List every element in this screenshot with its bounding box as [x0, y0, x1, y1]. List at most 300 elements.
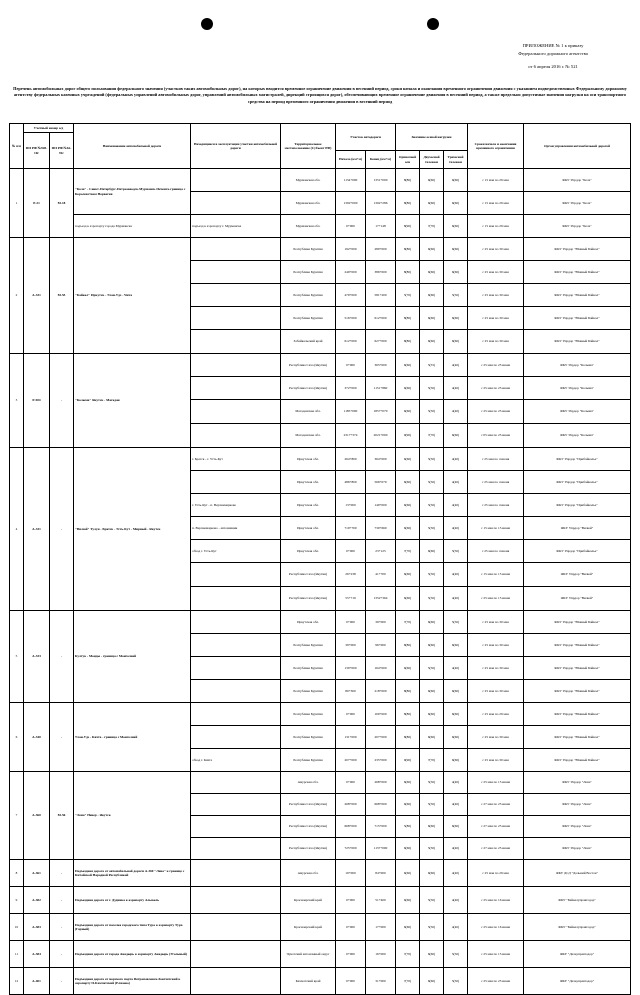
cell-road-name: Подъездная дорога от г. Дудинка к аэропорту Алыкель [74, 887, 191, 914]
cell-double-axle: 5(50) [420, 772, 444, 794]
cell-region: Республика Бурятия [281, 307, 336, 330]
cell-triple-axle: 6(60) [444, 816, 468, 838]
cell-triple-axle: 6(60) [444, 749, 468, 772]
cell-located-section [191, 634, 281, 657]
cell-organization: ФКУ Упрдор "Колыма" [524, 377, 631, 400]
cell-single-axle: 7(70) [396, 540, 420, 563]
cell-number: 9 [10, 887, 24, 914]
cell-dates: с 25 мая по 4 июня [468, 471, 524, 494]
cell-located-section [191, 703, 281, 726]
cell-double-axle: 6(60) [420, 284, 444, 307]
cell-triple-axle: 6(60) [444, 307, 468, 330]
cell-road-name: "Вилюй" Тулун - Братск - Усть-Кут - Мирный - Якутск [74, 448, 191, 611]
cell-region: Мурманская обл. [281, 192, 336, 215]
cell-double-axle: 6(60) [420, 611, 444, 634]
cell-road-name: "Лена" Невер - Якутск [74, 772, 191, 860]
cell-region: Иркутская обл. [281, 494, 336, 517]
cell-dates: с 25 мая по 30 мая [468, 238, 524, 261]
cell-start-km: 0+000 [336, 540, 366, 563]
cell-located-section: подъезд к аэропорту г. Мурманска [191, 215, 281, 238]
cell-start-km: 0+000 [336, 215, 366, 238]
cell-organization: ФКУ Упрдор "Южный Байкал" [524, 703, 631, 726]
cell-single-axle: 5(70) [396, 284, 420, 307]
cell-number: 6 [10, 703, 24, 772]
cell-dates: с 25 мая по 15 июня [468, 772, 524, 794]
cell-end-km: 207+000 [366, 726, 396, 749]
cell-dates: с 25 мая по 30 мая [468, 726, 524, 749]
cell-located-section: обход г. Усть-Кут [191, 540, 281, 563]
cell-end-km: 1137+000 [366, 838, 396, 860]
cell-start-km: 0+000 [336, 611, 366, 634]
cell-triple-axle: 5(50) [444, 941, 468, 968]
cell-single-axle: 6(60) [396, 354, 420, 377]
cell-located-section [191, 424, 281, 448]
cell-region: Республика Саха (Якутия) [281, 587, 336, 611]
cell-double-axle: 5(50) [420, 657, 444, 680]
cell-region: Иркутская обл. [281, 448, 336, 471]
cell-account-928: А-382 [24, 887, 50, 914]
cell-located-section [191, 914, 281, 941]
cell-triple-axle: 4(40) [444, 860, 468, 887]
cell-end-km: 1351+000 [366, 169, 396, 192]
cell-dates: с 15 мая по 29 мая [468, 192, 524, 215]
cell-account-928: А-383 [24, 914, 50, 941]
cell-single-axle: 6(60) [396, 794, 420, 816]
cell-single-axle: 5(80) [396, 816, 420, 838]
cell-double-axle: 5(50) [420, 494, 444, 517]
cell-triple-axle: 6(60) [444, 192, 468, 215]
cell-start-km: 249+000 [336, 261, 366, 284]
cell-region: Красноярский край [281, 887, 336, 914]
cell-region: Республика Саха (Якутия) [281, 838, 336, 860]
cell-number: 3 [10, 354, 24, 448]
cell-road-name: Подъездная дорога от морского порта Петропавловск-Камчатский к аэропорту П-Камчатский (Елизово) [74, 968, 191, 995]
header-section: Участок автодороги [336, 124, 396, 151]
cell-end-km: 84+000 [366, 860, 396, 887]
cell-triple-axle: 4(40) [444, 887, 468, 914]
cell-dates: с 25 мая по 30 мая [468, 749, 524, 772]
cell-dates: с 25 мая по 4 июня [468, 540, 524, 563]
cell-account-62: - [50, 860, 74, 887]
cell-dates: с 25 мая по 30 мая [468, 657, 524, 680]
header-pp62: ПП РФ №62-91г [50, 133, 74, 169]
cell-end-km: 235+000 [366, 749, 396, 772]
cell-triple-axle: 6(60) [444, 169, 468, 192]
cell-double-axle: 5(50) [420, 587, 444, 611]
cell-double-axle: 6(60) [420, 169, 444, 192]
cell-triple-axle: 4(40) [444, 400, 468, 424]
cell-end-km: 566+070 [366, 471, 396, 494]
cell-triple-axle: 5(50) [444, 611, 468, 634]
cell-road-name: Подъездная дорога от автомобильной дороги А-360 "Лена" к границе с Китайской Народной Республикой [74, 860, 191, 887]
cell-number: 1 [10, 169, 24, 238]
cell-double-axle: 5(50) [420, 471, 444, 494]
cell-account-62: - [50, 887, 74, 914]
cell-end-km: 1392+286 [366, 192, 396, 215]
table-row [10, 354, 631, 377]
cell-account-62: - [50, 448, 74, 611]
cell-region: Красноярский край [281, 914, 336, 941]
table-row [10, 611, 631, 634]
cell-organization: ФКУ "Байкалуправтодор" [524, 914, 631, 941]
cell-region: Республика Бурятия [281, 261, 336, 284]
table-row [10, 703, 631, 726]
cell-double-axle: 5(55) [420, 354, 444, 377]
cell-double-axle: 6(60) [420, 680, 444, 703]
cell-triple-axle: 4(40) [444, 914, 468, 941]
cell-single-axle: 8(80) [396, 307, 420, 330]
cell-organization: ФКУ Упрдор "Южный Байкал" [524, 330, 631, 354]
cell-start-km: 0+000 [336, 354, 366, 377]
cell-start-km: 0+000 [336, 887, 366, 914]
cell-triple-axle: 4(40) [444, 838, 468, 860]
cell-start-km: 19+000 [336, 860, 366, 887]
cell-dates: с 25 мая по 25 июня [468, 354, 524, 377]
cell-dates: с 25 мая по 30 мая [468, 307, 524, 330]
cell-double-axle: 5(50) [420, 794, 444, 816]
cell-region: Республика Бурятия [281, 680, 336, 703]
cell-located-section [191, 238, 281, 261]
cell-organization: ФКУ Упрдор "Лена" [524, 838, 631, 860]
document-title: Перечень автомобильных дорог общего пользования федерального значения (участков таких автомобильных дорог), на которых вводится временное ограничение движения в весенний период, сроки начала и окончания временного ограничения движения с указанием подведомственных Федеральному дорожному агентству федеральных казенных учреждений (федеральных управлений автомобильных дорог, управлений автомобильных магистралей, дирекций строящихся дорог), обеспечивающих временное ограничение движения в весенний период, а также предельно допустимые значения нагрузки на оси транспортного средства на период временного ограничения движения в весенний период [13, 86, 627, 104]
cell-end-km: 149+000 [366, 494, 396, 517]
cell-triple-axle: 4(40) [444, 471, 468, 494]
cell-start-km: 264+800 [336, 448, 366, 471]
cell-located-section [191, 192, 281, 215]
cell-organization: ФКУ Упрдор "Кола" [524, 215, 631, 238]
cell-dates: с 25 мая по 30 мая [468, 634, 524, 657]
cell-dates: с 25 мая по 15 июня [468, 587, 524, 611]
cell-triple-axle: 6(60) [444, 634, 468, 657]
cell-start-km: 668+000 [336, 816, 366, 838]
cell-single-axle: 8(80) [396, 634, 420, 657]
cell-single-axle: 6(60) [396, 448, 420, 471]
cell-end-km: 2021+000 [366, 424, 396, 448]
cell-end-km: 1151+860 [366, 377, 396, 400]
table-row [10, 169, 631, 192]
header-double-axle: Двухосной тележки [420, 151, 444, 169]
cell-end-km: 612+000 [366, 307, 396, 330]
cell-start-km: 131+000 [336, 726, 366, 749]
cell-organization: ФКУ Упрдор "Прибайкалье" [524, 471, 631, 494]
cell-road-name: Култук - Монды - граница с Монголией [74, 611, 191, 703]
cell-start-km: 719+700 [336, 517, 366, 540]
cell-region: Амурская обл. [281, 860, 336, 887]
cell-triple-axle: 4(40) [444, 794, 468, 816]
cell-located-section [191, 726, 281, 749]
cell-single-axle: 8(80) [396, 680, 420, 703]
cell-located-section [191, 284, 281, 307]
table-row [10, 914, 631, 941]
header-pp928: ПП РФ №928-10г [24, 133, 50, 169]
cell-double-axle: 5(50) [420, 448, 444, 471]
cell-located-section [191, 941, 281, 968]
cell-located-section [191, 860, 281, 887]
cell-organization: ФКУ Упрдор "Вилюй" [524, 563, 631, 587]
cell-double-axle: 5(50) [420, 517, 444, 540]
table-row [10, 860, 631, 887]
cell-account-928: А-331 [24, 448, 50, 611]
cell-end-km: 16+000 [366, 941, 396, 968]
cell-located-section [191, 816, 281, 838]
cell-organization: ФКУ Упрдор "Южный Байкал" [524, 657, 631, 680]
cell-single-axle: 7(70) [396, 941, 420, 968]
cell-single-axle: 6(60) [396, 838, 420, 860]
cell-dates: с 15 мая по 29 мая [468, 215, 524, 238]
cell-start-km: 39+000 [336, 634, 366, 657]
cell-region: Республика Бурятия [281, 634, 336, 657]
cell-end-km: 365+000 [366, 354, 396, 377]
cell-located-section [191, 563, 281, 587]
attachment-line-3: от 6 апреля 2016 г. № 521 [528, 64, 578, 69]
cell-road-name: Подъездная дорога от поселка городского типа Тура к аэропорту Тура (Горный) [74, 914, 191, 941]
cell-start-km: 0+000 [336, 914, 366, 941]
cell-end-km: 1857+070 [366, 400, 396, 424]
cell-organization: ФКУ Упрдор "Колыма" [524, 354, 631, 377]
cell-single-axle: 6(60) [396, 914, 420, 941]
cell-start-km: 130+000 [336, 657, 366, 680]
cell-dates: с 25 мая по 29 мая [468, 703, 524, 726]
cell-triple-axle: 6(60) [444, 424, 468, 448]
roads-table-body [10, 169, 631, 995]
cell-end-km: 51+400 [366, 887, 396, 914]
cell-single-axle: 8(80) [396, 330, 420, 354]
cell-start-km: 486+800 [336, 471, 366, 494]
header-located: Находящиеся в эксплуатации участки автомобильной дороги [191, 124, 281, 169]
cell-number: 4 [10, 448, 24, 611]
cell-dates: с 05 мая по 25 июня [468, 424, 524, 448]
cell-single-axle: 8(80) [396, 703, 420, 726]
cell-region: Камчатский край [281, 968, 336, 995]
roads-table [9, 123, 631, 995]
cell-organization: ФКУ Упрдор "Лена" [524, 816, 631, 838]
cell-dates: с 25 мая по 30 мая [468, 611, 524, 634]
cell-organization: ФКУ Упрдор "Южный Байкал" [524, 634, 631, 657]
cell-triple-axle: 4(40) [444, 772, 468, 794]
cell-account-62: - [50, 703, 74, 772]
cell-end-km: 627+000 [366, 330, 396, 354]
cell-account-928: А-401 [24, 968, 50, 995]
cell-single-axle: 9(90) [396, 749, 420, 772]
cell-end-km: 386+000 [366, 261, 396, 284]
cell-road-name: Улан-Удэ - Кяхта - граница с Монголией [74, 703, 191, 772]
cell-double-axle: 5(50) [420, 400, 444, 424]
cell-dates: с 25 мая по 4 июня [468, 448, 524, 471]
cell-region: Республика Саха (Якутия) [281, 377, 336, 400]
cell-end-km: 31+000 [366, 968, 396, 995]
cell-dates: с 27 мая по 25 июня [468, 816, 524, 838]
cell-number: 10 [10, 914, 24, 941]
cell-double-axle: 6(60) [420, 703, 444, 726]
cell-organization: ФКУ Упрдор "Южный Байкал" [524, 726, 631, 749]
cell-road-name: "Колыма" Якутск - Магадан [74, 354, 191, 448]
cell-region: Республика Саха (Якутия) [281, 794, 336, 816]
cell-region: Чукотский автономный округ [281, 941, 336, 968]
cell-double-axle: 6(60) [420, 726, 444, 749]
cell-start-km: 612+000 [336, 330, 366, 354]
cell-located-section [191, 330, 281, 354]
table-row [10, 772, 631, 794]
cell-single-axle: 8(90) [396, 215, 420, 238]
cell-double-axle: 7(70) [420, 749, 444, 772]
cell-region: Республика Саха (Якутия) [281, 354, 336, 377]
cell-organization: ФКУ ДСД "Дальний Восток" [524, 860, 631, 887]
header-triple-axle: Трехосной тележки [444, 151, 468, 169]
cell-organization: ФКУ Упрдор "Лена" [524, 794, 631, 816]
cell-account-62: М-18 [50, 169, 74, 238]
cell-account-928: А-361 [24, 860, 50, 887]
cell-single-axle: 8(80) [396, 261, 420, 284]
cell-account-62: - [50, 611, 74, 703]
header-road: Наименование автомобильной дороги [74, 124, 191, 169]
cell-region: Иркутская обл. [281, 611, 336, 634]
cell-account-928: А-333 [24, 611, 50, 703]
cell-double-axle: 7(70) [420, 215, 444, 238]
cell-double-axle: 6(60) [420, 192, 444, 215]
cell-organization: ФКУ Упрдор "Южный Байкал" [524, 611, 631, 634]
cell-triple-axle: 5(50) [444, 968, 468, 995]
cell-start-km: 268+000 [336, 794, 366, 816]
cell-region: Республика Бурятия [281, 284, 336, 307]
cell-located-section [191, 611, 281, 634]
cell-located-section [191, 261, 281, 284]
cell-end-km: 268+000 [366, 772, 396, 794]
cell-region: Республика Саха (Якутия) [281, 816, 336, 838]
cell-start-km: 0+000 [336, 968, 366, 995]
cell-account-62: - [50, 354, 74, 448]
cell-double-axle: 5(50) [420, 377, 444, 400]
cell-triple-axle: 4(40) [444, 448, 468, 471]
cell-start-km: 192+000 [336, 238, 366, 261]
cell-end-km: 1352+364 [366, 587, 396, 611]
cell-account-928: А-331 [24, 238, 50, 354]
cell-region: Магаданская обл. [281, 424, 336, 448]
header-account: Учетный номер а/д [24, 124, 74, 133]
cell-dates: с 15 мая по 15 июня [468, 517, 524, 540]
cell-start-km: 2317+374 [336, 424, 366, 448]
cell-end-km: 581+200 [366, 284, 396, 307]
cell-double-axle: 6(60) [420, 238, 444, 261]
cell-region: Иркутская обл. [281, 540, 336, 563]
cell-double-axle: 5(50) [420, 838, 444, 860]
cell-start-km: 13+000 [336, 494, 366, 517]
cell-triple-axle: 4(40) [444, 587, 468, 611]
cell-located-section: обход г. Кяхта [191, 749, 281, 772]
cell-dates: с 15 мая по 15 июня [468, 563, 524, 587]
cell-account-62: - [50, 941, 74, 968]
cell-triple-axle: 4(40) [444, 494, 468, 517]
cell-region: Иркутская обл. [281, 471, 336, 494]
cell-number: 8 [10, 860, 24, 887]
cell-dates: с 27 мая по 25 июня [468, 794, 524, 816]
cell-account-62: М-55 [50, 238, 74, 354]
cell-double-axle: 5(50) [420, 914, 444, 941]
cell-account-62: - [50, 914, 74, 941]
cell-start-km: 0+000 [336, 772, 366, 794]
cell-region: Амурская обл. [281, 772, 336, 794]
cell-organization: ФКУ Упрдор "Кола" [524, 192, 631, 215]
cell-end-km: 218+000 [366, 680, 396, 703]
header-no: № п/п [10, 124, 24, 169]
cell-triple-axle: 4(40) [444, 563, 468, 587]
cell-organization: ФКУ Упрдор "Южный Байкал" [524, 307, 631, 330]
header-territory: Территориальное местоположение (Субъект РФ) [281, 124, 336, 169]
cell-double-axle: 7(70) [420, 424, 444, 448]
cell-end-km: 668+000 [366, 794, 396, 816]
cell-organization: ФКУ Упрдор "Прибайкалье" [524, 540, 631, 563]
header-load: Значение осевой нагрузки [396, 124, 468, 151]
cell-start-km: 1134+000 [336, 169, 366, 192]
cell-end-km: 280+000 [366, 238, 396, 261]
cell-located-section [191, 794, 281, 816]
cell-start-km: 1392+000 [336, 192, 366, 215]
cell-region: Мурманская обл. [281, 215, 336, 238]
cell-road-name: "Кола" - Санкт-Петербург-Петрозаводск-Мурманск-Печенга-граница с Королевством Норвегия [74, 169, 191, 215]
cell-located-section [191, 354, 281, 377]
cell-single-axle: 6(60) [396, 377, 420, 400]
cell-region: Республика Бурятия [281, 749, 336, 772]
cell-account-928: А-340 [24, 703, 50, 772]
cell-single-axle: 8(80) [396, 169, 420, 192]
cell-located-section [191, 680, 281, 703]
cell-end-km: 730+660 [366, 517, 396, 540]
cell-organization: ФКУ Упрдор "Лена" [524, 772, 631, 794]
cell-start-km: 516+000 [336, 307, 366, 330]
cell-single-axle: 6(60) [396, 887, 420, 914]
cell-number: 12 [10, 968, 24, 995]
cell-organization: ФКУ Упрдор "Вилюй" [524, 587, 631, 611]
cell-single-axle: 6(60) [396, 657, 420, 680]
cell-organization: ФКУ Упрдор "Прибайкалье" [524, 448, 631, 471]
header-org: Орган управления автомобильной дорогой [524, 124, 631, 169]
cell-number: 5 [10, 611, 24, 703]
cell-located-section [191, 471, 281, 494]
cell-start-km: 207+000 [336, 749, 366, 772]
cell-organization: ФКУ "Дальуправтодор" [524, 941, 631, 968]
cell-dates: с 25 мая по 30 мая [468, 330, 524, 354]
cell-end-km: 715+000 [366, 816, 396, 838]
cell-triple-axle: 6(60) [444, 703, 468, 726]
cell-organization: ФКУ Упрдор "Колыма" [524, 424, 631, 448]
cell-start-km: 80+300 [336, 680, 366, 703]
attachment-line-2: Федерального дорожного агентства [518, 50, 588, 56]
cell-double-axle: 6(60) [420, 540, 444, 563]
cell-end-km: 364+000 [366, 448, 396, 471]
cell-triple-axle: 6(60) [444, 261, 468, 284]
cell-dates: с 27 мая по 25 июня [468, 838, 524, 860]
punch-hole-left [201, 18, 213, 30]
cell-region: Магаданская обл. [281, 400, 336, 424]
cell-located-section [191, 657, 281, 680]
cell-organization: ФКУ "Байкалуправтодор" [524, 887, 631, 914]
punch-hole-right [427, 18, 439, 30]
cell-located-section [191, 307, 281, 330]
attachment-line-1: ПРИЛОЖЕНИЕ № 1 к приказу [522, 43, 584, 48]
cell-located-section [191, 968, 281, 995]
cell-single-axle: 8(80) [396, 238, 420, 261]
table-row [10, 941, 631, 968]
cell-triple-axle: 4(40) [444, 377, 468, 400]
cell-organization: ФКУ Упрдор "Южный Байкал" [524, 680, 631, 703]
cell-end-km: 17+000 [366, 914, 396, 941]
cell-account-62: - [50, 968, 74, 995]
cell-located-section: г. Братск - г. Усть-Кут [191, 448, 281, 471]
table-row [10, 887, 631, 914]
cell-dates: с 25 мая по 29 мая [468, 860, 524, 887]
cell-organization: ФКУ Упрдор "Южный Байкал" [524, 284, 631, 307]
cell-road-name: Подъездная дорога от города Анадырь к аэропорту Анадырь (Угольный) [74, 941, 191, 968]
cell-located-section [191, 400, 281, 424]
